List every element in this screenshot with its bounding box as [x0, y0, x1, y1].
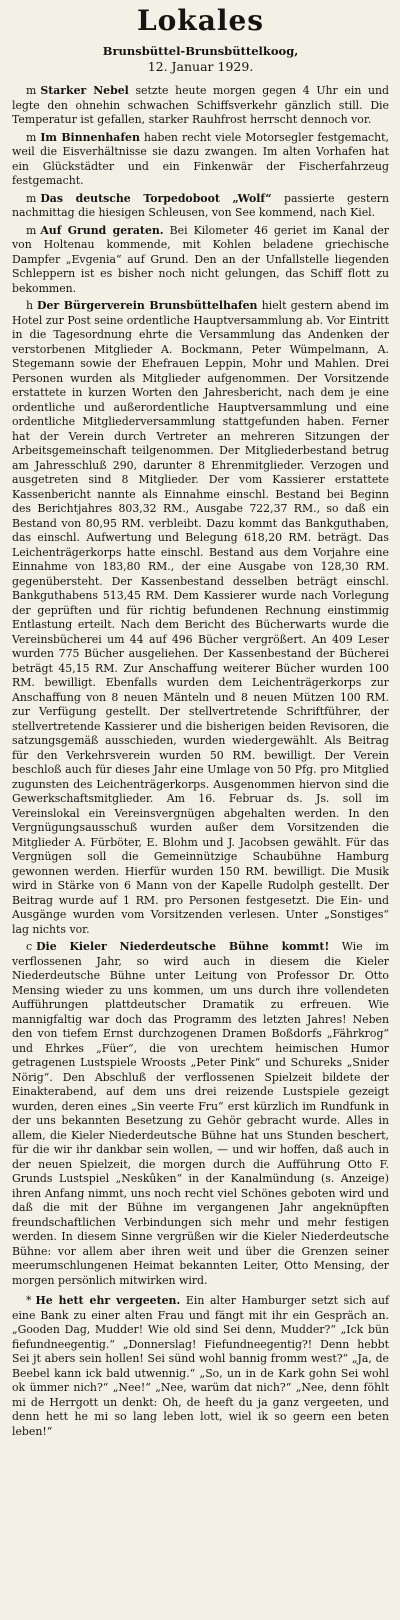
dateline-place: Brunsbüttel-Brunsbüttelkoog, — [102, 44, 299, 58]
section-title: Lokales — [136, 4, 265, 37]
article-auf-grund-geraten — [12, 224, 389, 297]
article-headline: Die Kieler Niederdeutsche Bühne kommt! — [36, 940, 330, 953]
dateline-date: 12. Januar 1929. — [147, 59, 254, 74]
article-body: setzte heute morgen gegen 4 Uhr ein und legte den ohnehin schwachen Schiffsverkehr gänzlich still. Die Temperatur ist gefallen, starker Rauhfrost herrscht dennoch vor. — [12, 84, 389, 126]
article-headline: Starker Nebel — [40, 84, 129, 97]
article-marker: m — [26, 191, 37, 205]
article-hett-ehr-vergeeten — [12, 1294, 389, 1439]
article-body: haben recht viele Motorsegler festgemacht, weil die Eisverhältnisse sie dazu zwangen. Im alten Vorhafen hat ein Glückstädter und ein Finkenwär der Fischerfahrzeug festgemacht. — [12, 130, 389, 187]
article-body: passierte gestern nachmittag die hiesigen Schleusen, von See kommend, nach Kiel. — [12, 191, 390, 219]
article-kieler-buehne — [12, 940, 389, 1288]
article-marker: h — [26, 299, 34, 312]
article-torpedoboot — [12, 192, 389, 221]
article-marker: * — [26, 1294, 32, 1307]
article-headline: Auf Grund geraten. — [40, 223, 164, 237]
article-binnenhafen — [12, 131, 389, 189]
article-body: Wie im verflossenen Jahr, so wird auch in diesem die Kieler Niederdeutsche Bühne unter Leitung von Professor Dr. Otto Mensing wieder zu uns kommen, um uns durch ihre vollendeten Aufführungen plattdeutscher Dramatik zu erfreuen. Wie mannigfaltig war doch das Programm des letzten Jahres! Neben den von tiefem Ernst durchzogenen Dramen Boßdorfs „Fährkrog“ und Ehrkes „Füer“, die von urechtem heimischen Humor getragenen Lustspiele Wroosts „Peter Pink“ und Schureks „Snider Nörig“. Den Abschluß der verflossenen Spielzeit bildete der Einakterabend, auf dem uns drei reizende Lustspiele gezeigt wurden, deren eines „Sin veerte Fru“ erst kürzlich im Rundfunk in der uns bekannten Besetzung zu Gehör gebracht wurde. Alles in allem, die Kieler Niederdeutsche Bühne hat uns Stunden beschert, für die wir ihr dankbar sein wollen, — und wir hoffen, daß auch in der neuen Spielzeit, die morgen durch die Aufführung Otto F. Grunds Lustspiel „Neskûken“ in der Kanalmündung (s. Anzeige) ihren Anfang nimmt, uns noch recht viel Schönes geboten wird und daß die mit der Bühne im vergangenen Jahr angeknüpften freundschaftlichen Verbindungen sich mehr und mehr festigen werden. In diesem Sinne vergrüßen wir die Kieler Niederdeutsche Bühne: vor allem aber ihren weit und über die Grenzen seiner meerumschlungenen Heimat bekannten Leiter, Otto Mensing, der morgen persönlich mitwirken wird. — [12, 940, 390, 1287]
article-buergerverein — [12, 299, 389, 937]
article-marker: c — [26, 940, 33, 953]
article-body: Bei Kilometer 46 geriet im Kanal der von Holtenau kommende, mit Kohlen beladene griechische Dampfer „Evgenia“ auf Grund. Den an der Unfallstelle liegenden Schleppern ist es bisher noch nicht gelungen, das Schiff flott zu bekommen. — [12, 223, 389, 295]
article-starker-nebel — [12, 84, 389, 128]
article-list — [12, 84, 389, 1439]
article-headline: Der Bürgerverein Brunsbüttelhafen — [37, 299, 258, 312]
article-marker: m — [26, 223, 37, 237]
article-body: hielt gestern abend im Hotel zur Post seine ordentliche Hauptversammlung ab. Vor Eintritt in die Tagesordnung ehrte die Versammlung das Andenken der verstorbenen Mitglieder A. Bockmann, Peter Wümpelmann, A. Stegemann sowie der Ehefrauen Leppin, Mohr und Mahlen. Drei Personen wurden als Mitglieder aufgenommen. Der Vorsitzende erstattete in kurzen Worten den Jahresbericht, nach dem je eine ordentliche und außerordentliche Hauptversammlung und eine ordentliche Mitgliederversammlung stattgefunden haben. Ferner hat der Verein durch Vertreter an mehreren Sitzungen der Arbeitsgemeinschaft teilgenommen. Der Mitgliederbestand betrug am Jahresschluß 290, darunter 8 Ehrenmitglieder. Verzogen und ausgetreten sind 8 Mitglieder. Der vom Kassierer erstattete Kassenbericht nannte als Einnahme einschl. Bestand bei Beginn des Berichtjahres 803,32 RM., Ausgabe 722,37 RM., so daß ein Bestand von 80,95 RM. verbleibt. Dazu kommt das Bankguthaben, das einschl. Aufwertung und Belegung 618,20 RM. beträgt. Das Leichenträgerkorps hatte einschl. Bestand aus dem Vorjahre eine Einnahme von 183,80 RM., der eine Ausgabe von 128,30 RM. gegenübersteht. Der Kassenbestand desselben beträgt einschl. Bankguthabens 513,45 RM. Dem Kassierer wurde nach Vorlegung der geprüften und für richtig befundenen Rechnung einstimmig Entlastung erteilt. Nach dem Bericht des Bücherwarts wurde die Vereinsbücherei um 44 auf 496 Bücher vergrößert. An 409 Leser wurden 775 Bücher ausgeliehen. Der Kassenbestand der Bücherei beträgt 45,15 RM. Zur Anschaffung weiterer Bücher wurden 100 RM. bewilligt. Ebenfalls wurden dem Leichenträgerkorps zur Anschaffung von 8 neuen Mänteln und 8 neuen Mützen 100 RM. zur Verfügung gestellt. Der stellvertretende Schriftführer, der stellvertretende Kassierer und die bisherigen beiden Revisoren, die satzungsgemäß ausschieden, wurden wiedergewählt. Als Beitrag für den Verkehrsverein wurden 50 RM. bewilligt. Der Verein beschloß auch für dieses Jahr eine Umlage von 50 Pfg. pro Mitglied zugunsten des Leichenträgerkorps. Ausgenommen hiervon sind die Gewerkschaftsmitglieder. Am 16. Februar ds. Js. soll im Vereinslokal ein Vereinsvergnügen abgehalten werden. In den Vergnügungsausschuß wurden außer dem Vorsitzenden die Mitglieder A. Fürböter, E. Blohm und J. Jacobsen gewählt. Für das Vergnügen soll die Gemeinnützige Schaubühne Hamburg gewonnen werden. Hierfür wurden 150 RM. bewilligt. Die Musik wird in Stärke von 6 Mann von der Kapelle Rudolph gestellt. Der Beitrag wurde auf 1 RM. pro Personen festgesetzt. Die Ein- und Ausgänge wurden vom Vorsitzenden verlesen. Unter „Sonstiges“ lag nichts vor. — [12, 299, 389, 936]
article-headline: Das deutsche Torpedoboot „Wolf“ — [40, 191, 272, 205]
article-body: Ein alter Hamburger setzt sich auf eine Bank zu einer alten Frau und fängt mit ihr ein Gespräch an. „Gooden Dag, Mudder! Wie old sind Sei denn, Mudder?“ „Ick bün fiefundneegentig.“ „Donnerslag! Fiefundneegentig?! Denn hebbt Sei jt abers sein hollen! Sei sünd wohl bannig fromm west?“ „Ja, de Beebel kann ick bald utwennig.“ „So, un in de Kark gohn Sei wohl ok ümmer nich?“ „Nee!“ „Nee, warüm dat nich?“ „Nee, denn föhlt mi de Herrgott un denkt: Oh, de heeft du ja ganz vergeeten, und denn hett he mi so lang leben lott, wiel ik so geern een beten leben!“ — [12, 1294, 389, 1438]
article-marker: m — [26, 84, 37, 97]
article-headline: Im Binnenhafen — [40, 130, 140, 144]
article-headline: He hett ehr vergeeten. — [35, 1294, 181, 1307]
article-marker: m — [26, 130, 37, 144]
masthead — [12, 6, 389, 74]
